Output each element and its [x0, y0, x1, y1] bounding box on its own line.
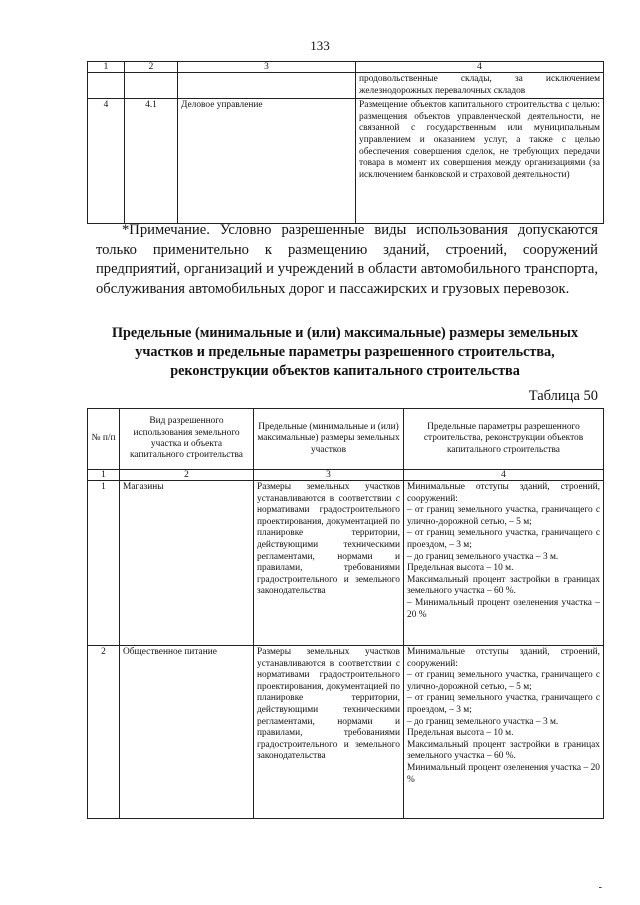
cell-number: 2	[88, 646, 120, 819]
param-line: Предельная высота – 10 м.	[407, 728, 514, 739]
col-number: 4	[356, 62, 604, 73]
header-parameters: Предельные параметры разрешенного строительства, реконструкции объектов капитального строительства	[404, 409, 604, 470]
cell-plot-sizes: Размеры земельных участков устанавливаются в соответствии с нормативами градостроительного проектирования, документацией по планировке территории, действующими техническими регламентами, нормами и правилами, требованиями градостроительного и земельного законодательства	[254, 481, 404, 646]
cell-number: 1	[88, 481, 120, 646]
cell-description: Размещение объектов капитального строительства с целью: размещения объектов управленческой деятельности, не связанной с государственным или муниципальным управлением и оказанием услуг, а также с целью обеспечения совершения сделок, не требующих передачи товара в момент их совершения между организациями (за исключением банковской и страховой деятельности)	[356, 99, 604, 224]
table-label: Таблица 50	[528, 388, 598, 404]
table-row	[88, 62, 604, 73]
header-use-type: Вид разрешенного использования земельного участка и объекта капитального строительства	[120, 409, 254, 470]
param-line: Предельная высота – 10 м.	[407, 563, 514, 574]
col-number: 1	[88, 470, 120, 481]
cell-code: 4.1	[125, 99, 178, 224]
param-line: – до границ земельного участка – 3 м.	[407, 551, 559, 562]
footer-mark: -	[598, 882, 602, 893]
parameters-table	[87, 408, 604, 819]
param-line: Максимальный процент застройки в границах земельного участка – 60 %.	[407, 574, 600, 597]
table-row	[88, 73, 604, 99]
header-number: № п/п	[88, 409, 120, 470]
param-line: Максимальный процент застройки в границах земельного участка – 60 %.	[407, 739, 600, 762]
param-line: – от границ земельного участка, граничащего с проездом, – 3 м;	[407, 528, 600, 550]
param-line: – от границ земельного участка, граничащего с улично-дорожной сетью, – 5 м;	[407, 670, 600, 692]
col-number: 1	[88, 62, 125, 73]
param-line: Минимальные отступы зданий, строений, сооружений:	[407, 647, 600, 669]
param-line: – до границ земельного участка – 3 м.	[407, 716, 559, 727]
table-header-row	[88, 409, 604, 470]
cell-plot-sizes: Размеры земельных участков устанавливаются в соответствии с нормативами градостроительного проектирования, документацией по планировке территории, действующими техническими регламентами, нормами и правилами, требованиями градостроительного и земельного законодательства	[254, 646, 404, 819]
param-line: – от границ земельного участка, граничащего с улично-дорожной сетью, – 5 м;	[407, 505, 600, 527]
col-number: 4	[404, 470, 604, 481]
param-line: – от границ земельного участка, граничащего с проездом, – 3 м;	[407, 693, 600, 715]
table-row	[88, 481, 604, 646]
param-line: Минимальные отступы зданий, строений, сооружений:	[407, 482, 600, 504]
cell-number: 4	[88, 99, 125, 224]
col-number: 3	[178, 62, 356, 73]
section-heading: Предельные (минимальные и (или) максимальные) размеры земельных участков и предельные параметры разрешенного строительства, реконструкции объектов капитального строительства	[111, 325, 579, 379]
col-number: 3	[254, 470, 404, 481]
cell-parameters	[404, 646, 604, 819]
cell-use-type: Магазины	[120, 481, 254, 646]
cell-parameters	[404, 481, 604, 646]
table-row	[88, 646, 604, 819]
cell-description: продовольственные склады, за исключением железнодорожных перевалочных складов	[356, 73, 604, 99]
col-number: 2	[125, 62, 178, 73]
continuation-table	[87, 61, 604, 224]
param-line: Минимальный процент озеленения участка – 20 %	[407, 762, 600, 785]
cell-use-type: Деловое управление	[178, 99, 356, 224]
col-number: 2	[120, 470, 254, 481]
cell-use-type: Общественное питание	[120, 646, 254, 819]
param-line: – Минимальный процент озеленения участка – 20 %	[407, 597, 600, 620]
note-text: *Примечание. Условно разрешенные виды использования допускаются только применительно к размещению зданий, строений, сооружений предприятий, организаций и учреждений в области автомобильного транспорта, обслуживания автомобильных дорог и пассажирских и грузовых перевозок.	[96, 222, 598, 297]
header-plot-sizes: Предельные (минимальные и (или) максимальные) размеры земельных участков	[254, 409, 404, 470]
table-row	[88, 99, 604, 224]
page-number: 133	[310, 38, 330, 53]
table-numbers-row	[88, 470, 604, 481]
